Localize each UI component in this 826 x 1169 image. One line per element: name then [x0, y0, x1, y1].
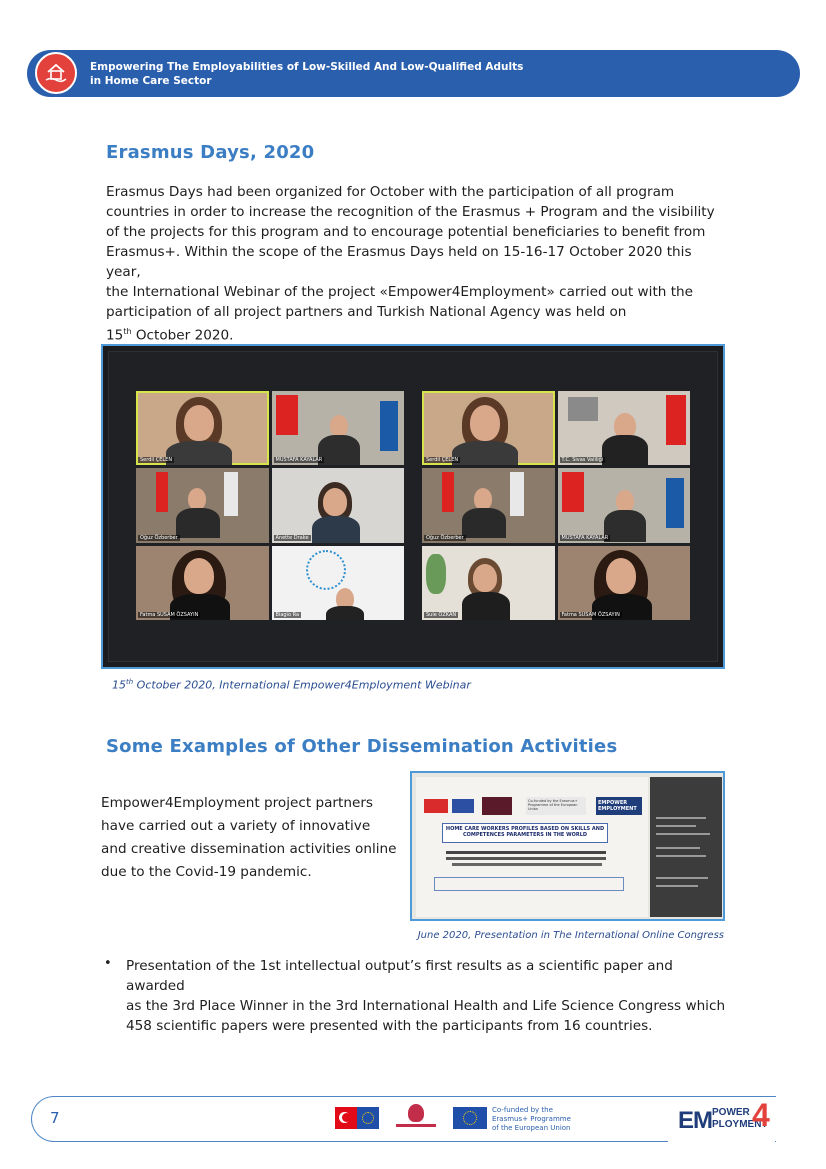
- logo-four: 4: [752, 1097, 770, 1133]
- paragraph-line: participation of all project partners and Turkish National Agency was held on: [106, 304, 627, 320]
- date-rest: October 2020.: [131, 327, 234, 344]
- webinar-grid-left: [136, 391, 404, 620]
- participant-name: MUSTAFA KAYALAR: [561, 534, 609, 541]
- video-tile: [136, 546, 269, 620]
- participant-name: Oğuz Özberber: [140, 534, 178, 541]
- sidebar-panel: [650, 777, 722, 917]
- paragraph-line: have carried out a variety of innovative: [101, 818, 371, 834]
- empower-logo-small: EMPOWER EMPLOYMENT: [596, 797, 642, 815]
- participant-name: Sule ÖZKAN: [426, 612, 457, 618]
- bullet-list: [104, 956, 730, 1036]
- dissemination-paragraph: [101, 792, 401, 884]
- paragraph-line: countries in order to increase the recognition of the Erasmus + Program and the visibility: [106, 204, 715, 220]
- turkey-eu-flags-icon: [335, 1107, 379, 1129]
- section-heading-dissemination: Some Examples of Other Dissemination Activities: [106, 736, 618, 757]
- paragraph-line: Erasmus Days had been organized for October with the participation of all program: [106, 184, 675, 200]
- bullet-line: 458 scientific papers were presented with the participants from 16 countries.: [126, 1018, 653, 1034]
- webinar-screen: [108, 351, 718, 662]
- bullet-line: Presentation of the 1st intellectual output’s first results as a scientific paper and awarded: [126, 958, 673, 994]
- header-title: [90, 60, 610, 88]
- section-heading-erasmus-days: Erasmus Days, 2020: [106, 142, 315, 163]
- date-day: 15: [106, 327, 124, 344]
- webinar-caption: [112, 678, 471, 692]
- participant-name: Oğuz Özberber: [426, 534, 464, 541]
- paragraph-line: Erasmus+. Within the scope of the Erasmus Days held on 15-16-17 October 2020 this year,: [106, 244, 692, 280]
- paragraph-line: [106, 322, 726, 346]
- date-sup: th: [123, 327, 132, 336]
- caption-rest: October 2020, International Empower4Employment Webinar: [133, 678, 471, 692]
- eu-text-line: Erasmus+ Programme: [492, 1115, 571, 1123]
- video-tile: [558, 391, 691, 465]
- video-tile: [422, 391, 555, 465]
- participant-name: Anette Drake: [275, 534, 309, 541]
- caption-day: 15: [112, 678, 126, 692]
- video-tile: [558, 546, 691, 620]
- video-tile: [422, 546, 555, 620]
- eu-text-line: of the European Union: [492, 1124, 571, 1132]
- header-title-line-1: Empowering The Employabilities of Low-Skilled And Low-Qualified Adults: [90, 61, 524, 73]
- empower4employment-logo: [668, 1099, 775, 1142]
- logo-ployment: PLOYMENT: [712, 1119, 768, 1130]
- caption-sup: th: [126, 678, 134, 686]
- participant-name: Serdil ÇELEN: [426, 457, 459, 464]
- logo-power: POWER: [712, 1107, 750, 1118]
- congress-photo: [410, 771, 725, 921]
- video-tile: [272, 391, 405, 465]
- congress-caption: June 2020, Presentation in The International Online Congress: [417, 930, 724, 941]
- bullet-line: as the 3rd Place Winner in the 3rd International Health and Life Science Congress which: [126, 998, 726, 1014]
- participant-name: T.C. Sivas Valiliği: [561, 457, 604, 464]
- video-tile: [136, 391, 269, 465]
- paragraph-line: and creative dissemination activities online: [101, 841, 397, 857]
- turkey-flag-icon: [424, 799, 448, 813]
- eu-flag-icon: [452, 799, 474, 813]
- bullet-item: [126, 956, 730, 1036]
- eu-cofunded-text: [492, 1106, 571, 1133]
- cofunded-text: Co-funded by the Erasmus+ Programme of the European Union: [526, 797, 586, 815]
- header-title-line-2: in Home Care Sector: [90, 75, 212, 87]
- home-care-icon: [35, 52, 77, 94]
- participant-name: Fatma SUSAM ÖZSAYIN: [561, 612, 620, 618]
- paragraph-line: the International Webinar of the project «Empower4Employment» carried out with the: [106, 284, 694, 300]
- logo-em: EM: [678, 1107, 712, 1134]
- video-tile: [272, 468, 405, 542]
- university-logo: [482, 797, 512, 815]
- participant-name: MUSTAFA KAYALAR: [275, 457, 323, 464]
- bullet-icon: •: [104, 956, 112, 971]
- webinar-photo: [101, 344, 725, 669]
- eu-text-line: Co-funded by the: [492, 1106, 553, 1114]
- video-tile: [558, 468, 691, 542]
- slide-area: [416, 777, 648, 917]
- congress-paper-title: HOME CARE WORKERS PROFILES BASED ON SKILLS AND COMPETENCES PARAMETERS IN THE WORLD: [442, 823, 608, 843]
- erasmus-days-paragraph: [106, 182, 726, 346]
- participant-name: Fatma SUSAM ÖZSAYIN: [140, 612, 199, 618]
- participant-name: Biagio Ra: [275, 612, 300, 618]
- page-number: 7: [50, 1109, 60, 1127]
- webinar-grid-right: [422, 391, 690, 620]
- paragraph-line: Empower4Employment project partners: [101, 795, 373, 811]
- eu-flag-icon: [453, 1107, 487, 1129]
- paragraph-line: of the projects for this program and to encourage potential beneficiaries to benefit from: [106, 224, 706, 240]
- participant-name: Serdil ÇELEN: [140, 457, 173, 464]
- video-tile: [272, 546, 405, 620]
- video-tile: [422, 468, 555, 542]
- paragraph-line: due to the Covid-19 pandemic.: [101, 864, 312, 880]
- video-tile: [136, 468, 269, 542]
- national-agency-logo: [394, 1104, 438, 1130]
